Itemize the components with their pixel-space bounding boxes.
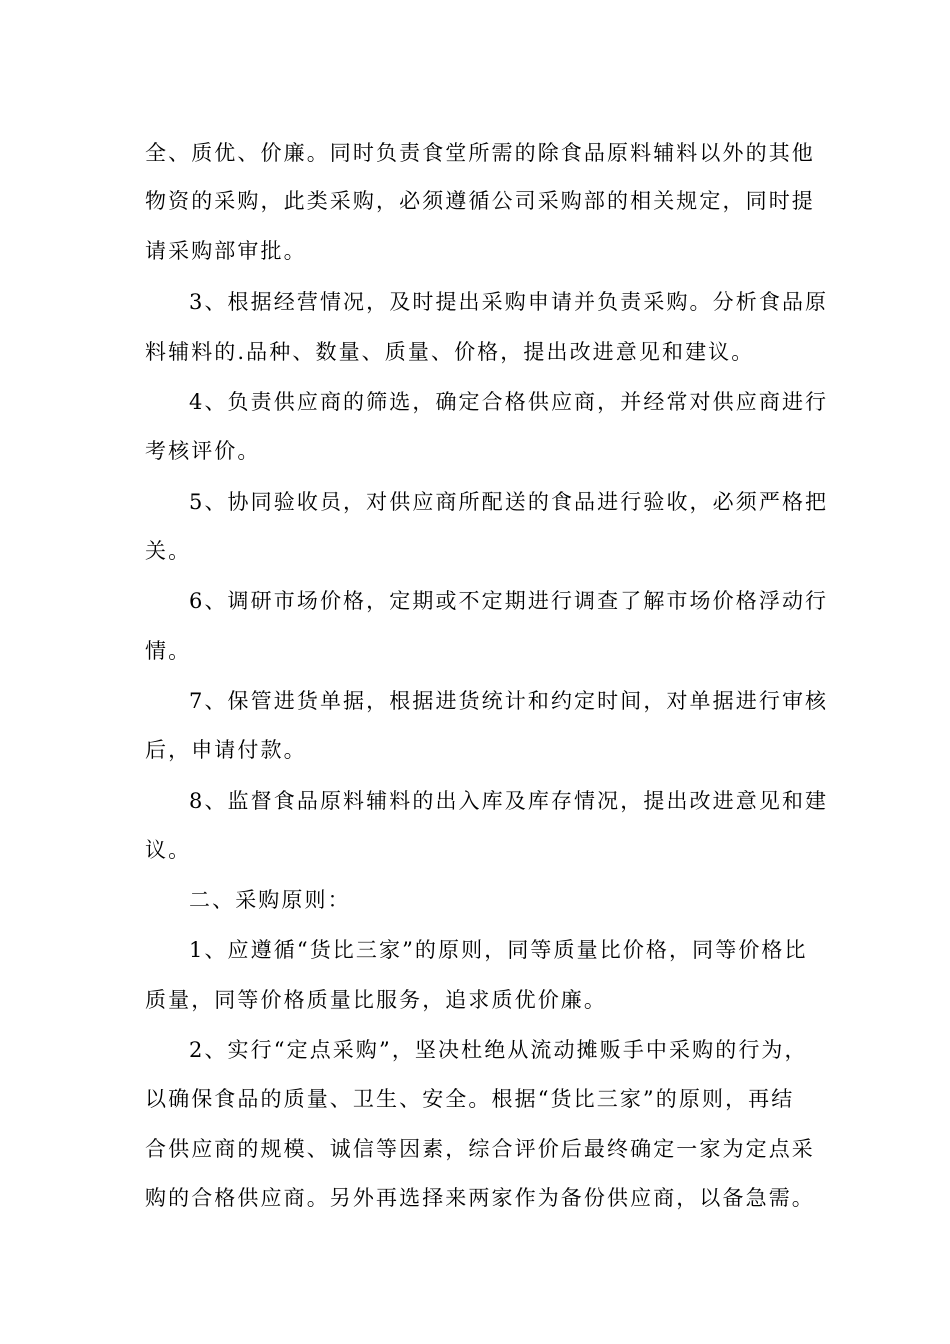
list-item-8: 8、监督食品原料辅料的出入库及库存情况，提出改进意见和建 xyxy=(189,789,829,813)
text-line: 以确保食品的质量、卫生、安全。根据“货比三家”的原则，再结 xyxy=(145,1087,795,1111)
text-line: 请采购部审批。 xyxy=(145,239,307,263)
list-item-7: 7、保管进货单据，根据进货统计和约定时间，对单据进行审核 xyxy=(189,689,829,713)
text-line: 料辅料的.品种、数量、质量、价格，提出改进意见和建议。 xyxy=(145,340,755,364)
section-heading: 二、采购原则： xyxy=(189,888,351,912)
text-line: 全、质优、价廉。同时负责食堂所需的除食品原料辅料以外的其他 xyxy=(145,141,815,165)
list-item-5: 5、协同验收员，对供应商所配送的食品进行验收，必须严格把 xyxy=(189,490,829,514)
text-line: 购的合格供应商。另外再选择来两家作为备份供应商，以备急需。 xyxy=(145,1186,815,1210)
text-line: 质量，同等价格质量比服务，追求质优价廉。 xyxy=(145,988,607,1012)
text-line: 后，申请付款。 xyxy=(145,738,307,762)
list-item-3: 3、根据经营情况，及时提出采购申请并负责采购。分析食品原 xyxy=(189,290,829,314)
text-line: 合供应商的规模、诚信等因素，综合评价后最终确定一家为定点采 xyxy=(145,1137,815,1161)
text-line: 议。 xyxy=(145,838,192,862)
principle-item-1: 1、应遵循“货比三家”的原则，同等质量比价格，同等价格比 xyxy=(189,938,808,962)
list-item-4: 4、负责供应商的筛选，确定合格供应商，并经常对供应商进行 xyxy=(189,390,829,414)
text-line: 关。 xyxy=(145,539,192,563)
principle-item-2: 2、实行“定点采购”，坚决杜绝从流动摊贩手中采购的行为， xyxy=(189,1038,808,1062)
text-line: 物资的采购，此类采购，必须遵循公司采购部的相关规定，同时提 xyxy=(145,189,815,213)
text-line: 考核评价。 xyxy=(145,439,261,463)
list-item-6: 6、调研市场价格，定期或不定期进行调查了解市场价格浮动行 xyxy=(189,589,829,613)
text-line: 情。 xyxy=(145,639,192,663)
